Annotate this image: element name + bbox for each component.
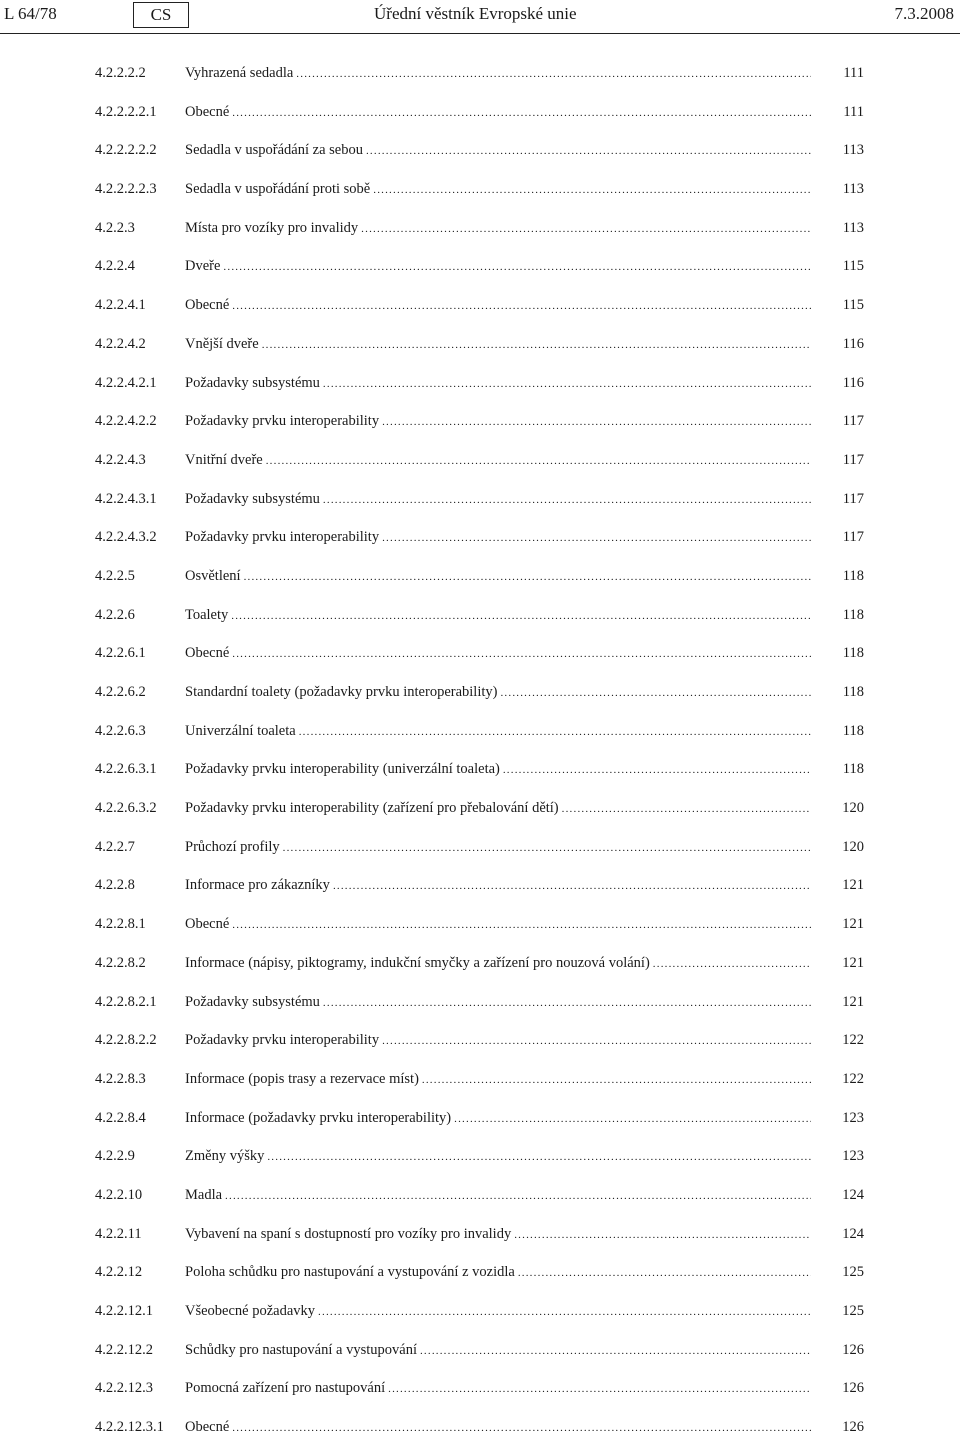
toc-page-number: 116 — [842, 374, 864, 391]
toc-entry[interactable] — [0, 519, 960, 558]
toc-page-number: 113 — [842, 219, 864, 236]
toc-section-title: Osvětlení — [185, 567, 241, 584]
toc-title-with-leader — [185, 258, 811, 275]
toc-page-number: 126 — [842, 1419, 864, 1436]
toc-title-with-leader — [185, 684, 811, 701]
toc-title-with-leader — [185, 220, 811, 237]
toc-entry[interactable] — [0, 674, 960, 713]
toc-page-number: 125 — [842, 1264, 864, 1281]
dot-leader — [514, 1229, 811, 1241]
toc-section-title: Informace (popis trasy a rezervace míst) — [185, 1070, 419, 1087]
toc-section-number: 4.2.2.12 — [95, 1264, 143, 1281]
toc-title-with-leader — [185, 1110, 811, 1127]
toc-entry[interactable] — [0, 287, 960, 326]
dot-leader — [562, 803, 811, 815]
toc-section-title: Schůdky pro nastupování a vystupování — [185, 1341, 417, 1358]
toc-section-title: Informace (nápisy, piktogramy, indukční smyčky a zařízení pro nouzová volání) — [185, 954, 650, 971]
header-divider — [0, 33, 960, 34]
toc-page-number: 115 — [842, 258, 864, 275]
dot-leader — [323, 378, 811, 390]
toc-section-number: 4.2.2.4.2 — [95, 335, 146, 352]
toc-page-number: 121 — [842, 877, 864, 894]
toc-section-title: Univerzální toaleta — [185, 722, 296, 739]
toc-title-with-leader — [185, 994, 811, 1011]
toc-section-title: Sedadla v uspořádání za sebou — [185, 142, 363, 159]
toc-section-title: Průchozí profily — [185, 838, 280, 855]
toc-entry[interactable] — [0, 1138, 960, 1177]
dot-leader — [653, 958, 811, 970]
toc-section-number: 4.2.2.2.2.1 — [95, 103, 157, 120]
toc-section-number: 4.2.2.8.3 — [95, 1070, 146, 1087]
toc-title-with-leader — [185, 375, 811, 392]
toc-section-number: 4.2.2.10 — [95, 1186, 143, 1203]
toc-page-number: 118 — [842, 606, 864, 623]
toc-section-title: Vybavení na spaní s dostupností pro vozíky pro invalidy — [185, 1225, 512, 1242]
dot-leader — [503, 764, 811, 776]
toc-entry[interactable] — [0, 635, 960, 674]
toc-page-number: 123 — [842, 1148, 864, 1165]
toc-title-with-leader — [185, 916, 811, 933]
toc-title-with-leader — [185, 839, 811, 856]
toc-entry[interactable] — [0, 481, 960, 520]
toc-section-title: Madla — [185, 1186, 223, 1203]
toc-title-with-leader — [185, 955, 811, 972]
toc-page-number: 113 — [842, 181, 864, 198]
toc-entry[interactable] — [0, 403, 960, 442]
dot-leader — [361, 223, 811, 235]
dot-leader — [232, 107, 811, 119]
dot-leader — [366, 145, 811, 157]
page-reference: L 64/78 — [4, 4, 57, 23]
toc-title-with-leader — [185, 607, 811, 624]
toc-page-number: 113 — [842, 142, 864, 159]
toc-title-with-leader — [185, 452, 811, 469]
toc-title-with-leader — [185, 877, 811, 894]
toc-section-title: Požadavky prvku interoperability — [185, 529, 380, 546]
toc-title-with-leader — [185, 336, 811, 353]
toc-section-title: Informace pro zákazníky — [185, 877, 330, 894]
toc-page-number: 124 — [842, 1186, 864, 1203]
toc-entry[interactable] — [0, 867, 960, 906]
toc-section-number: 4.2.2.9 — [95, 1148, 135, 1165]
toc-page-number: 118 — [842, 761, 864, 778]
toc-section-title: Vyhrazená sedadla — [185, 65, 294, 81]
dot-leader — [267, 1151, 811, 1163]
toc-section-title: Obecné — [185, 645, 230, 662]
dot-leader — [420, 1345, 811, 1357]
toc-entry[interactable] — [0, 1370, 960, 1409]
toc-page-number: 118 — [842, 684, 864, 700]
toc-entry[interactable] — [0, 1061, 960, 1100]
toc-section-number: 4.2.2.4.1 — [95, 297, 146, 314]
toc-title-with-leader — [185, 723, 811, 740]
toc-section-title: Změny výšky — [185, 1148, 265, 1165]
dot-leader — [223, 261, 811, 273]
publication-date: 7.3.2008 — [894, 4, 954, 23]
toc-section-number: 4.2.2.4.2.1 — [95, 374, 157, 391]
dot-leader — [232, 1422, 811, 1434]
toc-section-title: Poloha schůdku pro nastupování a vystupování z vozidla — [185, 1264, 515, 1281]
toc-title-with-leader — [185, 104, 811, 121]
page-header — [0, 0, 960, 34]
toc-section-number: 4.2.2.4.3.1 — [95, 490, 157, 507]
toc-section-number: 4.2.2.2.2.2 — [95, 142, 157, 159]
toc-page-number: 111 — [843, 65, 864, 81]
toc-section-title: Informace (požadavky prvku interoperability) — [185, 1109, 452, 1126]
dot-leader — [454, 1113, 811, 1125]
toc-page-number: 115 — [842, 297, 864, 314]
dot-leader — [323, 997, 811, 1009]
toc-title-with-leader — [185, 1419, 811, 1436]
toc-entry[interactable] — [0, 829, 960, 868]
toc-page-number: 117 — [842, 529, 864, 546]
toc-page-number: 125 — [842, 1303, 864, 1319]
dot-leader — [232, 300, 811, 312]
toc-entry[interactable] — [0, 171, 960, 210]
toc-section-number: 4.2.2.8.2.2 — [95, 1032, 157, 1049]
toc-section-title: Obecné — [185, 297, 230, 314]
toc-section-number: 4.2.2.5 — [95, 567, 135, 584]
dot-leader — [518, 1267, 811, 1279]
toc-section-number: 4.2.2.6.3 — [95, 722, 146, 739]
dot-leader — [262, 339, 811, 351]
toc-section-title: Obecné — [185, 1419, 230, 1436]
toc-section-number: 4.2.2.12.1 — [95, 1303, 153, 1319]
toc-section-number: 4.2.2.4.2.2 — [95, 413, 157, 430]
toc-section-number: 4.2.2.12.3.1 — [95, 1419, 164, 1436]
toc-page-number: 122 — [842, 1032, 864, 1049]
toc-page-number: 126 — [842, 1341, 864, 1358]
toc-page-number: 116 — [842, 335, 864, 352]
dot-leader — [333, 880, 811, 892]
toc-title-with-leader — [185, 1148, 811, 1165]
toc-section-number: 4.2.2.6.1 — [95, 645, 146, 662]
toc-title-with-leader — [185, 65, 811, 82]
dot-leader — [283, 842, 811, 854]
toc-title-with-leader — [185, 1071, 811, 1088]
toc-entry[interactable] — [0, 1409, 960, 1448]
toc-section-number: 4.2.2.8.4 — [95, 1109, 146, 1126]
dot-leader — [266, 455, 811, 467]
toc-title-with-leader — [185, 1342, 811, 1359]
dot-leader — [388, 1383, 811, 1395]
dot-leader — [382, 532, 811, 544]
dot-leader — [323, 494, 811, 506]
toc-entry[interactable] — [0, 713, 960, 752]
toc-section-title: Požadavky prvku interoperability — [185, 1032, 380, 1049]
toc-title-with-leader — [185, 181, 811, 198]
dot-leader — [231, 610, 811, 622]
toc-title-with-leader — [185, 800, 811, 817]
toc-page-number: 118 — [842, 645, 864, 662]
toc-entry[interactable] — [0, 906, 960, 945]
toc-section-number: 4.2.2.2.2 — [95, 65, 146, 81]
toc-section-title: Standardní toalety (požadavky prvku interoperability) — [185, 684, 498, 700]
dot-leader — [232, 919, 811, 931]
toc-section-number: 4.2.2.4 — [95, 258, 135, 275]
toc-section-number: 4.2.2.8.2.1 — [95, 993, 157, 1010]
toc-section-title: Požadavky subsystému — [185, 993, 320, 1010]
toc-section-title: Obecné — [185, 103, 230, 120]
toc-section-title: Požadavky prvku interoperability — [185, 413, 380, 430]
toc-entry[interactable] — [0, 1177, 960, 1216]
toc-title-with-leader — [185, 297, 811, 314]
toc-page-number: 121 — [842, 993, 864, 1010]
dot-leader — [225, 1190, 811, 1202]
toc-section-number: 4.2.2.8.1 — [95, 916, 146, 933]
toc-section-number: 4.2.2.7 — [95, 838, 135, 855]
toc-entry[interactable] — [0, 1293, 960, 1332]
toc-section-number: 4.2.2.4.3 — [95, 451, 146, 468]
toc-title-with-leader — [185, 1303, 811, 1320]
toc-entry[interactable] — [0, 751, 960, 790]
toc-section-number: 4.2.2.8 — [95, 877, 135, 894]
dot-leader — [299, 726, 811, 738]
toc-section-title: Požadavky subsystému — [185, 490, 320, 507]
toc-title-with-leader — [185, 413, 811, 430]
dot-leader — [373, 184, 811, 196]
toc-section-title: Dveře — [185, 258, 221, 275]
toc-entry[interactable] — [0, 1332, 960, 1371]
toc-section-title: Toalety — [185, 606, 229, 623]
toc-page-number: 122 — [842, 1070, 864, 1087]
toc-section-number: 4.2.2.3 — [95, 219, 135, 236]
toc-title-with-leader — [185, 529, 811, 546]
dot-leader — [296, 68, 811, 80]
toc-entry[interactable] — [0, 984, 960, 1023]
toc-title-with-leader — [185, 1226, 811, 1243]
toc-title-with-leader — [185, 645, 811, 662]
toc-page-number: 126 — [842, 1380, 864, 1397]
toc-title-with-leader — [185, 1032, 811, 1049]
toc-section-number: 4.2.2.6.3.1 — [95, 761, 157, 778]
toc-title-with-leader — [185, 491, 811, 508]
toc-entry[interactable] — [0, 55, 960, 94]
dot-leader — [318, 1306, 811, 1318]
dot-leader — [232, 648, 811, 660]
toc-page-number: 118 — [842, 722, 864, 739]
toc-title-with-leader — [185, 142, 811, 159]
toc-page-number: 111 — [843, 103, 864, 120]
toc-page-number: 124 — [842, 1225, 864, 1242]
toc-entry[interactable] — [0, 1254, 960, 1293]
table-of-contents — [0, 55, 960, 1448]
toc-page-number: 118 — [842, 567, 864, 584]
toc-entry[interactable] — [0, 365, 960, 404]
toc-entry[interactable] — [0, 1216, 960, 1255]
toc-section-title: Vnější dveře — [185, 335, 259, 352]
toc-title-with-leader — [185, 1187, 811, 1204]
toc-section-number: 4.2.2.2.2.3 — [95, 181, 157, 198]
toc-entry[interactable] — [0, 790, 960, 829]
dot-leader — [244, 571, 811, 583]
toc-page-number: 120 — [842, 800, 864, 817]
toc-section-number: 4.2.2.8.2 — [95, 954, 146, 971]
toc-section-number: 4.2.2.11 — [95, 1225, 142, 1242]
toc-section-number: 4.2.2.6.2 — [95, 684, 146, 700]
toc-entry[interactable] — [0, 326, 960, 365]
toc-section-number: 4.2.2.12.3 — [95, 1380, 153, 1397]
toc-section-title: Všeobecné požadavky — [185, 1303, 316, 1319]
toc-entry[interactable] — [0, 210, 960, 249]
toc-entry[interactable] — [0, 248, 960, 287]
toc-page-number: 121 — [842, 954, 864, 971]
toc-section-title: Požadavky subsystému — [185, 374, 320, 391]
dot-leader — [500, 687, 811, 699]
toc-entry[interactable] — [0, 945, 960, 984]
toc-title-with-leader — [185, 761, 811, 778]
toc-section-number: 4.2.2.12.2 — [95, 1341, 153, 1358]
dot-leader — [382, 416, 811, 428]
toc-page-number: 120 — [842, 838, 864, 855]
toc-section-number: 4.2.2.6.3.2 — [95, 800, 157, 817]
toc-section-title: Sedadla v uspořádání proti sobě — [185, 181, 371, 198]
toc-title-with-leader — [185, 1264, 811, 1281]
toc-section-title: Pomocná zařízení pro nastupování — [185, 1380, 386, 1397]
dot-leader — [382, 1035, 811, 1047]
toc-section-number: 4.2.2.6 — [95, 606, 135, 623]
toc-section-title: Místa pro vozíky pro invalidy — [185, 219, 359, 236]
toc-section-title: Požadavky prvku interoperability (zařízení pro přebalování dětí) — [185, 800, 559, 817]
toc-entry[interactable] — [0, 132, 960, 171]
dot-leader — [422, 1074, 811, 1086]
toc-entry[interactable] — [0, 94, 960, 133]
toc-page-number: 117 — [842, 490, 864, 507]
toc-section-title: Obecné — [185, 916, 230, 933]
toc-title-with-leader — [185, 1380, 811, 1397]
toc-section-number: 4.2.2.4.3.2 — [95, 529, 157, 546]
toc-page-number: 117 — [842, 413, 864, 430]
toc-page-number: 123 — [842, 1109, 864, 1126]
toc-entry[interactable] — [0, 1100, 960, 1139]
toc-page-number: 117 — [842, 451, 864, 468]
toc-section-title: Vnitřní dveře — [185, 451, 263, 468]
toc-entry[interactable] — [0, 558, 960, 597]
toc-section-title: Požadavky prvku interoperability (univerzální toaleta) — [185, 761, 500, 778]
toc-entry[interactable] — [0, 597, 960, 636]
toc-entry[interactable] — [0, 442, 960, 481]
toc-title-with-leader — [185, 568, 811, 585]
language-code-box: CS — [133, 2, 189, 28]
toc-page-number: 121 — [842, 916, 864, 933]
toc-entry[interactable] — [0, 1022, 960, 1061]
journal-title: Úřední věstník Evropské unie — [374, 4, 577, 23]
